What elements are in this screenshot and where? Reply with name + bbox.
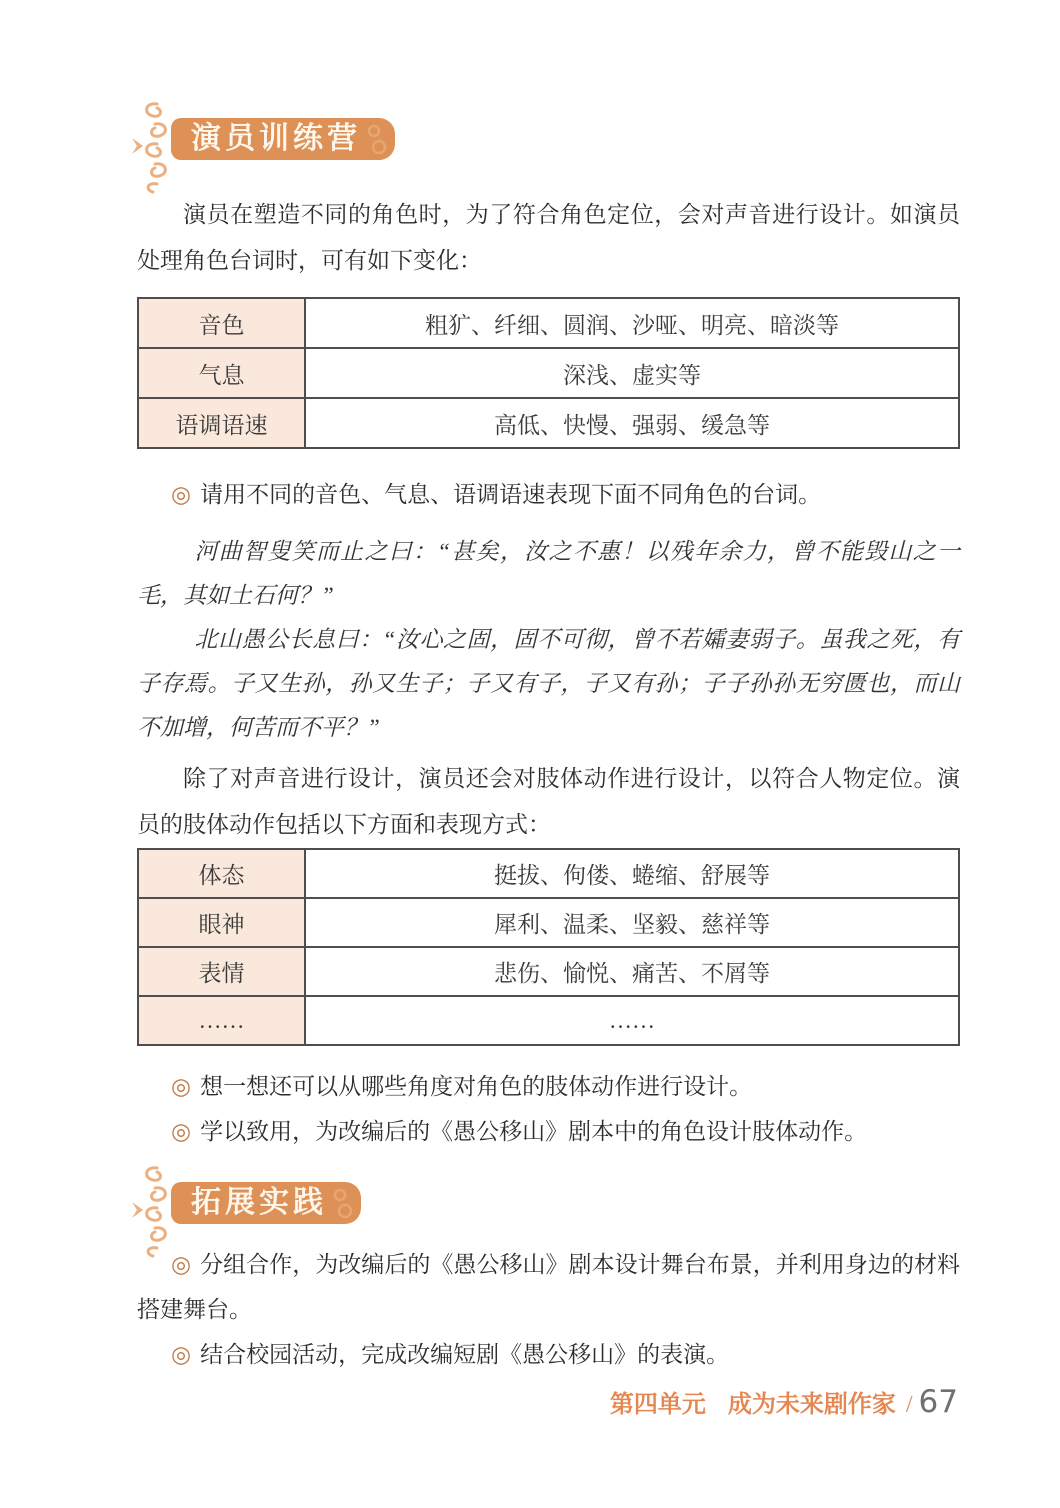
- prompt-apply-bullet: [137, 1109, 960, 1154]
- row-label: ……: [138, 996, 305, 1045]
- row-label: 语调语速: [138, 398, 305, 448]
- row-value: 深浅、虚实等: [305, 348, 959, 398]
- cloud-ornament-icon: [131, 1162, 175, 1258]
- row-value: 粗犷、纤细、圆润、沙哑、明亮、暗淡等: [305, 298, 959, 348]
- row-label: 气息: [138, 348, 305, 398]
- row-value: 悲伤、愉悦、痛苦、不屑等: [305, 947, 959, 996]
- bullet-icon: ◎: [171, 1342, 192, 1367]
- task-stage-text: 分组合作，为改编后的《愚公移山》剧本设计舞台布景，并利用身边的材料搭建舞台。: [137, 1252, 961, 1322]
- row-label: 眼神: [138, 898, 305, 947]
- table-row: [138, 947, 959, 996]
- prompt-voice-bullet: [137, 472, 960, 517]
- section-header-practice: [137, 1162, 960, 1256]
- bullet-icon: ◎: [171, 482, 192, 507]
- task-perform-bullet: [137, 1332, 960, 1377]
- section-header-training: [137, 98, 960, 192]
- prompt-apply-text: 学以致用，为改编后的《愚公移山》剧本中的角色设计肢体动作。: [200, 1119, 868, 1144]
- bullet-icon: ◎: [171, 1119, 192, 1144]
- quote-block: [137, 530, 960, 750]
- footer-unit-label: 第四单元: [609, 1392, 706, 1418]
- footer-unit-title: 成为未来剧作家: [727, 1392, 896, 1418]
- table-row: [138, 348, 959, 398]
- row-value: ……: [305, 996, 959, 1045]
- quote-paragraph: 河曲智叟笑而止之曰：“甚矣，汝之不惠！以残年余力，曾不能毁山之一毛，其如土石何？”: [137, 539, 960, 608]
- bullet-icon: ◎: [171, 1074, 192, 1099]
- page-number: 67: [918, 1384, 958, 1420]
- page-footer: [610, 1384, 958, 1420]
- task-perform-text: 结合校园活动，完成改编短剧《愚公移山》的表演。: [200, 1342, 730, 1367]
- row-value: 高低、快慢、强弱、缓急等: [305, 398, 959, 448]
- ornament-leaf: [132, 138, 143, 154]
- movement-design-table: [137, 848, 960, 1046]
- table-row: [138, 898, 959, 947]
- table-row: [138, 398, 959, 448]
- badge-swirl-icon: [331, 1186, 355, 1220]
- prompt-voice-text: 请用不同的音色、气息、语调语速表现下面不同角色的台词。: [200, 482, 822, 507]
- quote-paragraph: 北山愚公长息曰：“汝心之固，固不可彻，曾不若孀妻弱子。虽我之死，有子存焉。子又生孙，孙又生子；子又有子，子又有孙；子子孙孙无穷匮也，而山不加增，何苦而不平？”: [137, 627, 960, 740]
- section-badge-label: 演员训练营: [191, 122, 361, 155]
- footer-separator: /: [905, 1392, 913, 1418]
- section-badge-practice: [171, 1182, 361, 1224]
- badge-swirl-icon: [365, 122, 389, 156]
- voice-design-table: [137, 297, 960, 449]
- movement-paragraph: 除了对声音进行设计，演员还会对肢体动作进行设计，以符合人物定位。演员的肢体动作包括以下方面和表现方式：: [137, 766, 960, 837]
- ornament-leaf: [132, 1202, 143, 1218]
- table-row: [138, 996, 959, 1045]
- page-content: [137, 0, 960, 1377]
- row-value: 犀利、温柔、坚毅、慈祥等: [305, 898, 959, 947]
- prompt-think-bullet: [137, 1064, 960, 1109]
- section-badge-training: [171, 118, 395, 160]
- section-badge-label: 拓展实践: [191, 1186, 327, 1219]
- prompt-think-text: 想一想还可以从哪些角度对角色的肢体动作进行设计。: [200, 1074, 753, 1099]
- bullet-icon: ◎: [171, 1252, 192, 1277]
- row-label: 表情: [138, 947, 305, 996]
- intro-paragraph: 演员在塑造不同的角色时，为了符合角色定位，会对声音进行设计。如演员处理角色台词时，可有如下变化：: [137, 202, 960, 273]
- table-row: [138, 298, 959, 348]
- row-label: 体态: [138, 849, 305, 898]
- table-row: [138, 849, 959, 898]
- cloud-ornament-icon: [131, 98, 175, 194]
- row-value: 挺拔、佝偻、蜷缩、舒展等: [305, 849, 959, 898]
- row-label: 音色: [138, 298, 305, 348]
